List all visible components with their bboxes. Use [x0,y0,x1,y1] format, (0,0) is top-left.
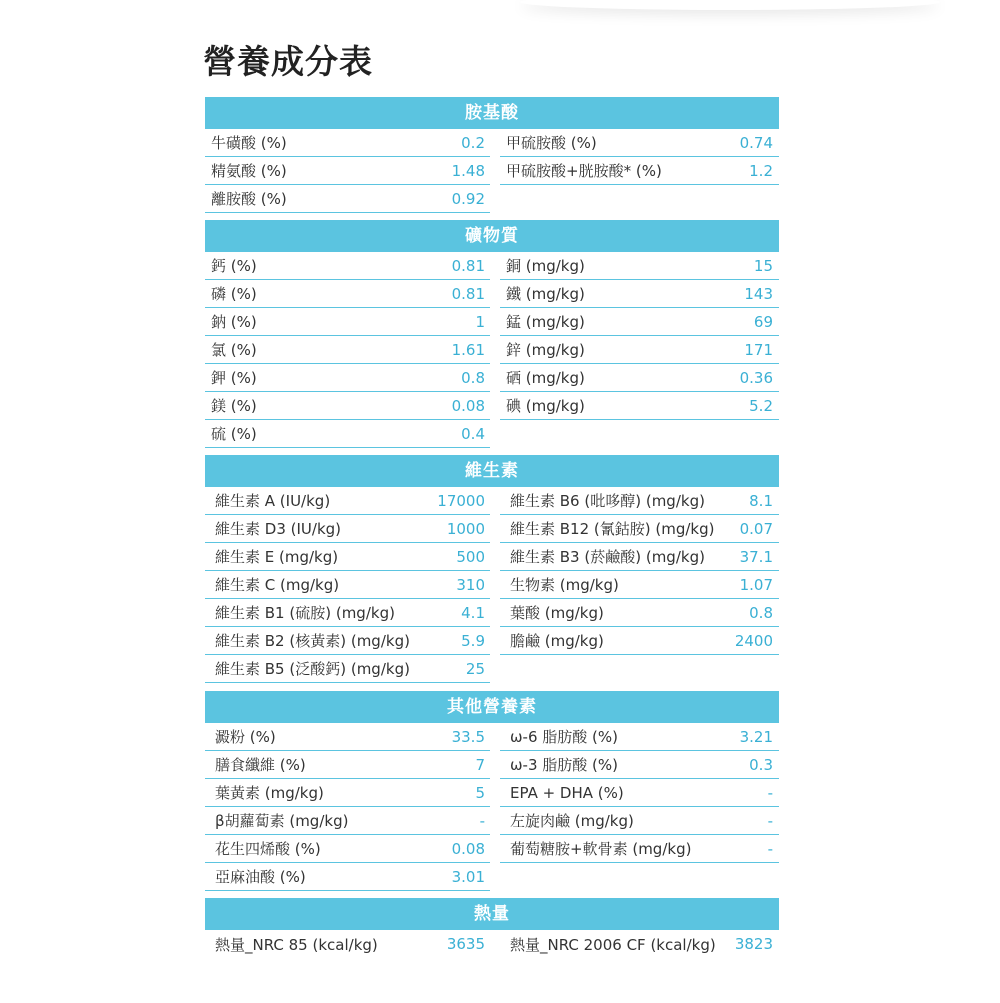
nutrient-name: 膳食纖維 (%) [205,751,412,779]
table-row [205,751,779,779]
nutrient-name: 膽鹼 (mg/kg) [500,627,719,655]
nutrient-name [500,420,719,448]
nutrient-name: 葉酸 (mg/kg) [500,599,719,627]
nutrient-value: 0.8 [412,364,490,392]
table-row [205,487,779,515]
nutrient-value: 0.08 [412,835,490,863]
column-gap [490,835,500,863]
nutrient-value: 33.5 [412,723,490,751]
nutrient-name: 葉黃素 (mg/kg) [205,779,412,807]
nutrient-name: 維生素 B5 (泛酸鈣) (mg/kg) [205,655,412,683]
nutrient-name: 碘 (mg/kg) [500,392,719,420]
nutrient-value: 3823 [734,935,773,953]
nutrient-value: 1.61 [412,336,490,364]
nutrient-name: 維生素 B12 (氰鈷胺) (mg/kg) [500,515,719,543]
nutrient-name: 生物素 (mg/kg) [500,571,719,599]
column-gap [490,655,500,683]
table-row [205,627,779,655]
table-row [205,515,779,543]
nutrient-name: 左旋肉鹼 (mg/kg) [500,807,719,835]
nutrient-value: 1.07 [719,571,779,599]
table-row [205,157,779,185]
column-gap [490,185,500,213]
table-row [205,930,779,958]
column-gap [490,364,500,392]
section-header: 其他營養素 [205,691,779,723]
column-gap [490,129,500,157]
section-other-nutrients [205,691,779,891]
nutrient-value: 143 [719,280,779,308]
nutrient-value: 3.21 [719,723,779,751]
column-gap [490,420,500,448]
nutrient-value: 8.1 [719,487,779,515]
nutrient-name: ω-6 脂肪酸 (%) [500,723,719,751]
nutrient-name: 維生素 D3 (IU/kg) [205,515,412,543]
section-header: 維生素 [205,455,779,487]
nutrient-value: 0.81 [412,280,490,308]
nutrient-name: 維生素 B2 (核黃素) (mg/kg) [205,627,412,655]
table-row [205,779,779,807]
nutrient-value: 0.74 [719,129,779,157]
nutrient-name [500,185,719,213]
section-header: 胺基酸 [205,97,779,129]
table-row [205,655,779,683]
nutrient-value: 0.08 [412,392,490,420]
nutrient-name: 精氨酸 (%) [205,157,412,185]
top-shadow-decoration [520,0,940,10]
nutrient-name: 花生四烯酸 (%) [205,835,412,863]
nutrient-name: 維生素 B1 (硫胺) (mg/kg) [205,599,412,627]
nutrient-value [719,420,779,448]
nutrient-value: 7 [412,751,490,779]
table-row [205,863,779,891]
nutrient-name: 硒 (mg/kg) [500,364,719,392]
table-row [205,364,779,392]
nutrient-value: 37.1 [719,543,779,571]
nutrient-name: 氯 (%) [205,336,412,364]
nutrient-name: 甲硫胺酸 (%) [500,129,719,157]
page-title: 營養成分表 [203,42,373,81]
nutrient-value: 1000 [412,515,490,543]
nutrient-value: 0.07 [719,515,779,543]
nutrient-value: 1 [412,308,490,336]
table-row [205,308,779,336]
nutrient-value: 0.4 [412,420,490,448]
nutrient-value [719,185,779,213]
nutrient-value: 1.48 [412,157,490,185]
nutrient-value: 171 [719,336,779,364]
section-minerals [205,220,779,448]
nutrient-name: 鐵 (mg/kg) [500,280,719,308]
nutrient-value: 1.2 [719,157,779,185]
nutrient-name: 熱量_NRC 2006 CF (kcal/kg) [510,935,716,954]
column-gap [490,807,500,835]
table-row [205,336,779,364]
nutrient-name: 維生素 B6 (吡哆醇) (mg/kg) [500,487,719,515]
nutrient-value: 0.8 [719,599,779,627]
nutrient-value: 310 [412,571,490,599]
nutrient-name [500,655,719,683]
column-gap [490,723,500,751]
section-header: 熱量 [205,898,779,930]
nutrient-value: 0.81 [412,252,490,280]
nutrient-name: 維生素 B3 (菸鹼酸) (mg/kg) [500,543,719,571]
table-row [205,185,779,213]
nutrient-value: 3635 [446,935,485,953]
nutrient-value: - [719,779,779,807]
nutrient-name: β胡蘿蔔素 (mg/kg) [205,807,412,835]
nutrient-name: 鋅 (mg/kg) [500,336,719,364]
column-gap [490,543,500,571]
table-row [205,599,779,627]
nutrient-name: 硫 (%) [205,420,412,448]
section-amino-acids [205,97,779,213]
column-gap [490,515,500,543]
nutrient-value: 3.01 [412,863,490,891]
nutrient-value: 17000 [412,487,490,515]
nutrient-name: 亞麻油酸 (%) [205,863,412,891]
nutrient-value: - [719,807,779,835]
column-gap [490,336,500,364]
nutrient-name: 磷 (%) [205,280,412,308]
table-row [205,835,779,863]
table-row [205,571,779,599]
table-row [205,252,779,280]
table-row [205,129,779,157]
section-energy [205,898,779,958]
nutrient-name: 鎂 (%) [205,392,412,420]
table-row [205,420,779,448]
nutrient-value: 4.1 [412,599,490,627]
table-row [205,723,779,751]
nutrient-name: 離胺酸 (%) [205,185,412,213]
nutrient-name: 維生素 C (mg/kg) [205,571,412,599]
nutrient-value [719,655,779,683]
nutrient-value: 2400 [719,627,779,655]
nutrient-value: 0.3 [719,751,779,779]
nutrient-value: 0.2 [412,129,490,157]
nutrient-value: 25 [412,655,490,683]
column-gap [490,157,500,185]
nutrient-name: 維生素 E (mg/kg) [205,543,412,571]
nutrient-name: 維生素 A (IU/kg) [205,487,412,515]
column-gap [490,863,500,891]
nutrient-name: 甲硫胺酸+胱胺酸* (%) [500,157,719,185]
table-row [205,392,779,420]
nutrient-name: 熱量_NRC 85 (kcal/kg) [215,935,378,954]
column-gap [490,751,500,779]
section-header: 礦物質 [205,220,779,252]
nutrient-value: 5 [412,779,490,807]
column-gap [490,280,500,308]
nutrient-name: 鉀 (%) [205,364,412,392]
nutrient-value: - [719,835,779,863]
column-gap [490,252,500,280]
column-gap [490,627,500,655]
nutrient-name: 鈣 (%) [205,252,412,280]
nutrient-name: 錳 (mg/kg) [500,308,719,336]
table-row [205,280,779,308]
nutrient-value: 0.36 [719,364,779,392]
column-gap [490,599,500,627]
section-vitamins [205,455,779,683]
nutrient-name: 鈉 (%) [205,308,412,336]
nutrient-value: 0.92 [412,185,490,213]
column-gap [490,392,500,420]
nutrient-value: 15 [719,252,779,280]
column-gap [490,487,500,515]
nutrient-name: 銅 (mg/kg) [500,252,719,280]
nutrient-name [500,863,719,891]
nutrient-name: EPA + DHA (%) [500,779,719,807]
column-gap [490,571,500,599]
nutrient-value: 69 [719,308,779,336]
nutrient-name: ω-3 脂肪酸 (%) [500,751,719,779]
nutrient-name: 葡萄糖胺+軟骨素 (mg/kg) [500,835,719,863]
column-gap [490,930,500,958]
table-row [205,807,779,835]
nutrient-name: 牛磺酸 (%) [205,129,412,157]
table-row [205,543,779,571]
nutrient-value [719,863,779,891]
column-gap [490,779,500,807]
nutrient-value: 5.9 [412,627,490,655]
nutrient-name: 澱粉 (%) [205,723,412,751]
nutrient-value: 5.2 [719,392,779,420]
column-gap [490,308,500,336]
nutrient-value: - [412,807,490,835]
nutrient-value: 500 [412,543,490,571]
